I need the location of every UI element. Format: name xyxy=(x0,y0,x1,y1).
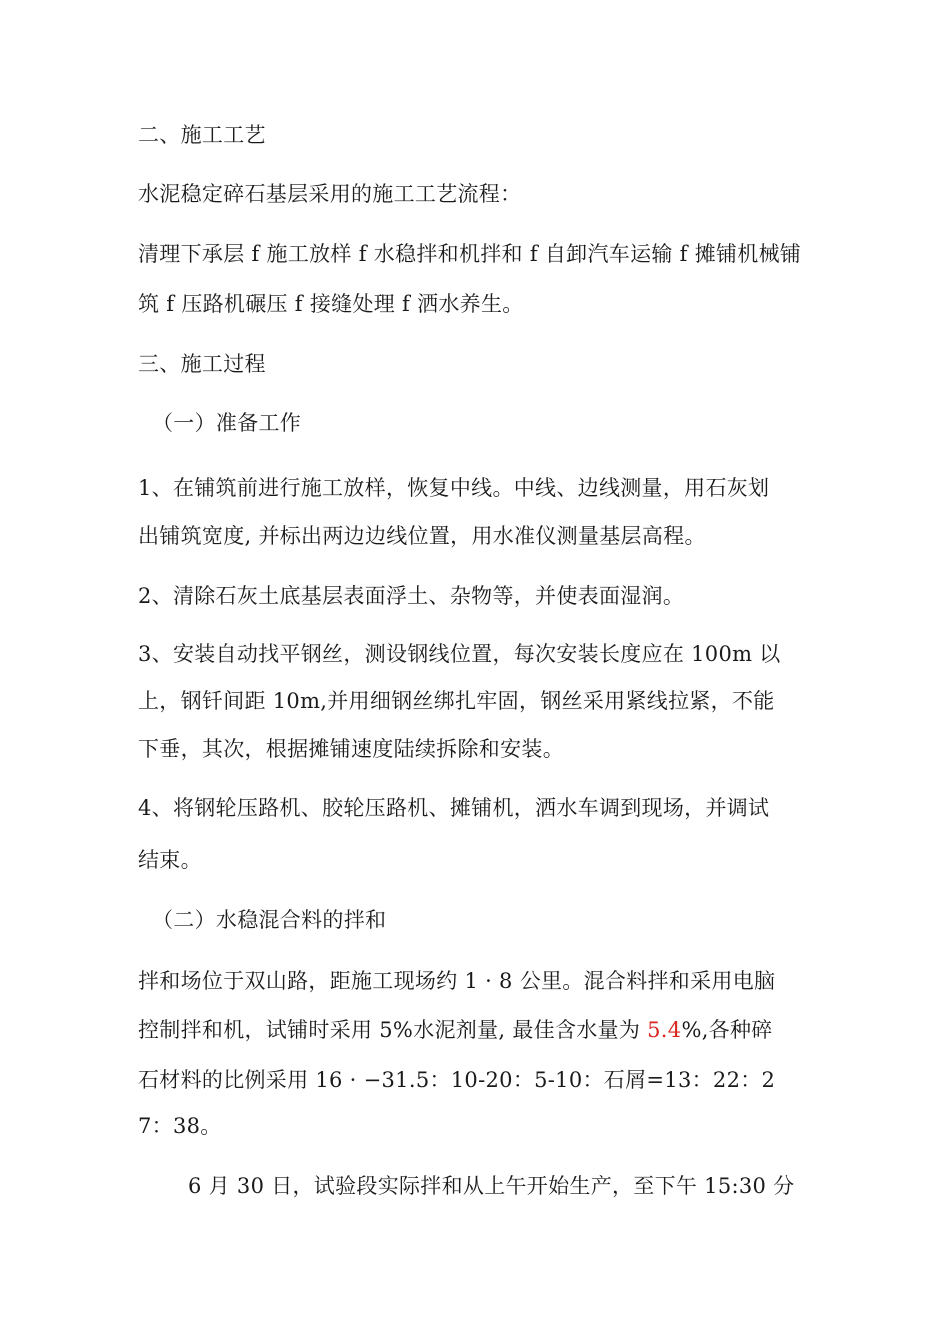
last-paragraph-line: 6 月 30 日，试验段实际拌和从上午开始生产，至下午 15:30 分 xyxy=(188,1174,795,1198)
subsection-title-2: （二）水稳混合料的拌和 xyxy=(152,908,387,932)
process-flow-line-2: 筑 f 压路机碾压 f 接缝处理 f 洒水养生。 xyxy=(138,292,524,316)
moisture-value-highlight: 5.4 xyxy=(647,1018,682,1042)
item-3-line-1: 3、安装自动找平钢丝，测设钢线位置，每次安装长度应在 100m 以 xyxy=(138,642,781,666)
item-2-line-1: 2、清除石灰土底基层表面浮土、杂物等，并使表面湿润。 xyxy=(138,584,685,608)
subsection-title-1: （一）准备工作 xyxy=(152,411,302,435)
item-3-line-3: 下垂，其次，根据摊铺速度陆续拆除和安装。 xyxy=(138,737,564,761)
section-heading-3: 三、施工过程 xyxy=(138,352,266,376)
section-heading-2: 二、施工工艺 xyxy=(138,123,266,147)
process-intro: 水泥稳定碎石基层采用的施工工艺流程： xyxy=(138,182,522,206)
mix-line-2-text-before: 控制拌和机，试铺时采用 5%水泥剂量, 最佳含水量为 xyxy=(138,1018,648,1042)
item-4-line-1: 4、将钢轮压路机、胶轮压路机、摊铺机，洒水车调到现场，并调试 xyxy=(138,796,770,820)
item-1-line-1: 1、在铺筑前进行施工放样，恢复中线。中线、边线测量，用石灰划 xyxy=(138,476,770,500)
mix-line-1: 拌和场位于双山路，距施工现场约 1 · 8 公里。混合料拌和采用电脑 xyxy=(138,969,776,993)
item-4-line-2: 结束。 xyxy=(138,848,202,872)
process-flow-line-1: 清理下承层 f 施工放样 f 水稳拌和机拌和 f 自卸汽车运输 f 摊铺机械铺 xyxy=(138,242,802,266)
mix-line-3: 石材料的比例采用 16 · −31.5：10-20：5-10：石屑=13：22：2 xyxy=(138,1068,776,1092)
item-3-line-2: 上，钢钎间距 10m,并用细钢丝绑扎牢固，钢丝采用紧线拉紧，不能 xyxy=(138,689,775,713)
mix-line-2-text-after: %,各种碎 xyxy=(681,1018,773,1042)
mix-line-4: 7：38。 xyxy=(138,1114,222,1138)
mix-line-2 xyxy=(138,1016,773,1044)
item-1-line-2: 出铺筑宽度, 并标出两边边线位置，用水准仪测量基层高程。 xyxy=(138,524,706,548)
